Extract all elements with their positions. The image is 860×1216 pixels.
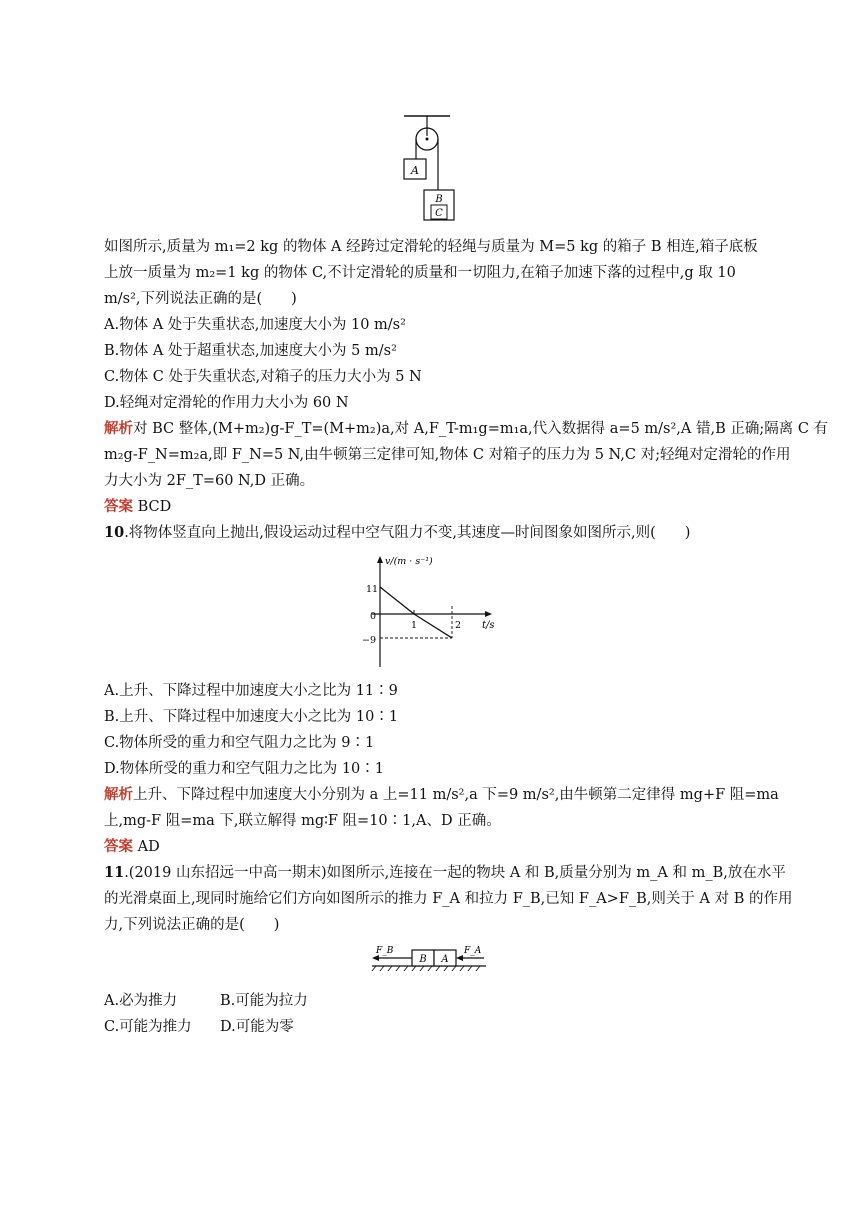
analysis-label: 解析: [104, 786, 133, 803]
svg-text:t/s: t/s: [482, 620, 495, 631]
pulley-figure: [400, 112, 460, 222]
q10-option-a: A.上升、下降过程中加速度大小之比为 11∶9: [104, 683, 398, 699]
svg-text:0: 0: [370, 611, 377, 622]
svg-text:A: A: [411, 164, 419, 177]
svg-text:B: B: [435, 194, 443, 205]
q10-option-c: C.物体所受的重力和空气阻力之比为 9∶1: [104, 735, 375, 751]
svg-text:B: B: [419, 954, 427, 965]
q9-option-a: A.物体 A 处于失重状态,加速度大小为 10 m/s²: [104, 317, 406, 333]
q10-answer: 答案 AD: [104, 838, 160, 855]
q10-option-d: D.物体所受的重力和空气阻力之比为 10∶1: [104, 761, 385, 777]
q11-options-row-2: [104, 1017, 294, 1037]
svg-text:11: 11: [366, 584, 379, 595]
blocks-force-figure: [368, 940, 490, 976]
q9-option-b: B.物体 A 处于超重状态,加速度大小为 5 m/s²: [104, 343, 397, 359]
svg-text:F_A: F_A: [464, 946, 482, 956]
svg-text:A: A: [441, 954, 449, 965]
analysis-label: 解析: [104, 420, 133, 437]
svg-text:F_B: F_B: [376, 946, 394, 956]
svg-text:v/(m · s⁻¹): v/(m · s⁻¹): [385, 556, 433, 567]
answer-label: 答案: [104, 498, 133, 515]
q10-analysis-line-2: 上,mg-F 阻=ma 下,联立解得 mg∶F 阻=10∶1,A、D 正确。: [104, 813, 501, 829]
q11-option-a: A.必为推力: [104, 993, 178, 1009]
q9-stem-line-2: 上放一质量为 m₂=1 kg 的物体 C,不计定滑轮的质量和一切阻力,在箱子加速下落的过程中,g 取 10: [104, 265, 736, 281]
q11-stem-line-3: 力,下列说法正确的是( ): [104, 917, 280, 933]
q9-analysis-line-1: 解析对 BC 整体,(M+m₂)g-F_T=(M+m₂)a,对 A,F_T-m₁g=m₁a,代入数据得 a=5 m/s²,A 错,B 正确;隔离 C 有: [104, 420, 829, 437]
velocity-time-graph: [360, 552, 500, 672]
q9-answer: 答案 BCD: [104, 498, 172, 515]
answer-label: 答案: [104, 838, 133, 855]
q9-analysis-line-3: 力大小为 2F_T=60 N,D 正确。: [104, 473, 315, 489]
svg-text:1: 1: [411, 620, 418, 631]
q9-stem-line-3: m/s²,下列说法正确的是( ): [104, 291, 297, 307]
q11-stem-line-2: 的光滑桌面上,现同时施给它们方向如图所示的推力 F_A 和拉力 F_B,已知 F_A>F_B,则关于 A 对 B 的作用: [104, 891, 793, 907]
q11-option-c: C.可能为推力: [104, 1019, 192, 1035]
svg-text:C: C: [435, 208, 443, 219]
q9-option-c: C.物体 C 处于失重状态,对箱子的压力大小为 5 N: [104, 369, 422, 385]
q11-options-row-1: [104, 991, 308, 1011]
svg-text:−9: −9: [362, 635, 377, 646]
q11-option-b: B.可能为拉力: [220, 993, 308, 1009]
q11-option-d: D.可能为零: [220, 1019, 294, 1035]
q9-stem-line-1: 如图所示,质量为 m₁=2 kg 的物体 A 经跨过定滑轮的轻绳与质量为 M=5 kg 的箱子 B 相连,箱子底板: [104, 239, 758, 255]
q11-stem-line-1: 11.(2019 山东招远一中高一期末)如图所示,连接在一起的物块 A 和 B,质量分别为 m_A 和 m_B,放在水平: [104, 864, 786, 881]
svg-text:2: 2: [455, 620, 462, 631]
q10-stem: 10.将物体竖直向上抛出,假设运动过程中空气阻力不变,其速度—时间图象如图所示,则( ): [104, 524, 691, 541]
q9-option-d: D.轻绳对定滑轮的作用力大小为 60 N: [104, 395, 349, 411]
q9-analysis-line-2: m₂g-F_N=m₂a,即 F_N=5 N,由牛顿第三定律可知,物体 C 对箱子的压力为 5 N,C 对;轻绳对定滑轮的作用: [104, 447, 791, 463]
q10-analysis-line-1: 解析上升、下降过程中加速度大小分别为 a 上=11 m/s²,a 下=9 m/s²,由牛顿第二定律得 mg+F 阻=ma: [104, 786, 779, 803]
q10-option-b: B.上升、下降过程中加速度大小之比为 10∶1: [104, 709, 399, 725]
